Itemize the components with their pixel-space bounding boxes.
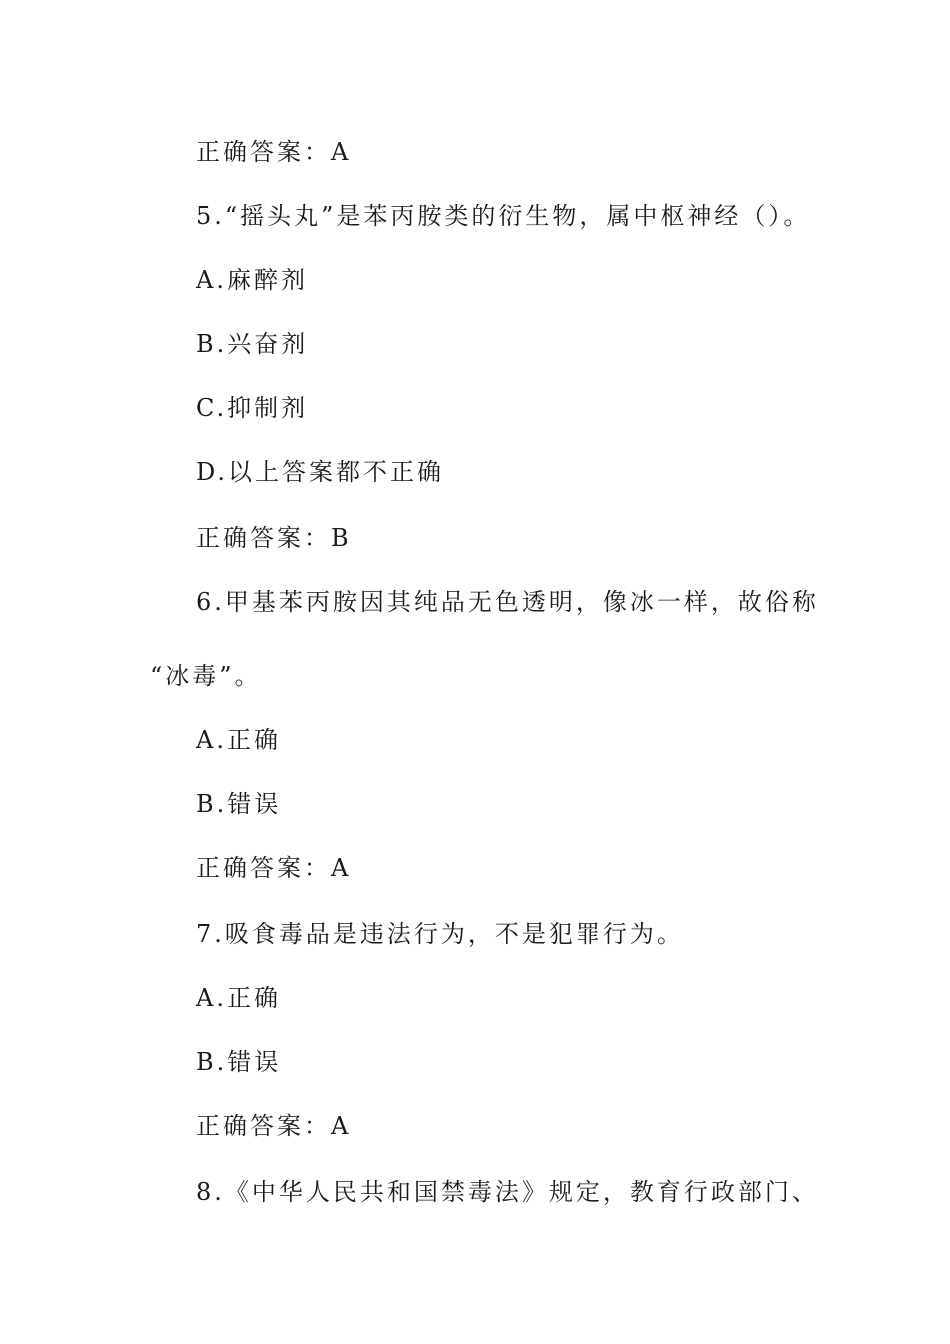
option-a: A.正确 — [196, 984, 281, 1012]
question-5: 5.“摇头丸”是苯丙胺类的衍生物，属中枢神经（）。 — [196, 202, 811, 230]
option-b: B.错误 — [196, 1048, 282, 1076]
answer-line: 正确答案：A — [196, 854, 352, 882]
option-a: A.正确 — [196, 726, 281, 754]
option-c: C.抑制剂 — [196, 394, 309, 422]
answer-line: 正确答案：A — [196, 1112, 352, 1140]
question-8: 8.《中华人民共和国禁毒法》规定，教育行政部门、 — [196, 1178, 819, 1206]
question-7: 7.吸食毒品是违法行为，不是犯罪行为。 — [196, 920, 684, 948]
answer-line: 正确答案：A — [196, 138, 352, 166]
answer-line: 正确答案：B — [196, 524, 352, 552]
option-b: B.兴奋剂 — [196, 330, 309, 358]
option-d: D.以上答案都不正确 — [196, 458, 445, 486]
question-6-continuation: “冰毒”。 — [150, 662, 262, 690]
option-a: A.麻醉剂 — [196, 266, 308, 294]
question-6: 6.甲基苯丙胺因其纯品无色透明，像冰一样，故俗称 — [196, 588, 819, 616]
option-b: B.错误 — [196, 790, 282, 818]
